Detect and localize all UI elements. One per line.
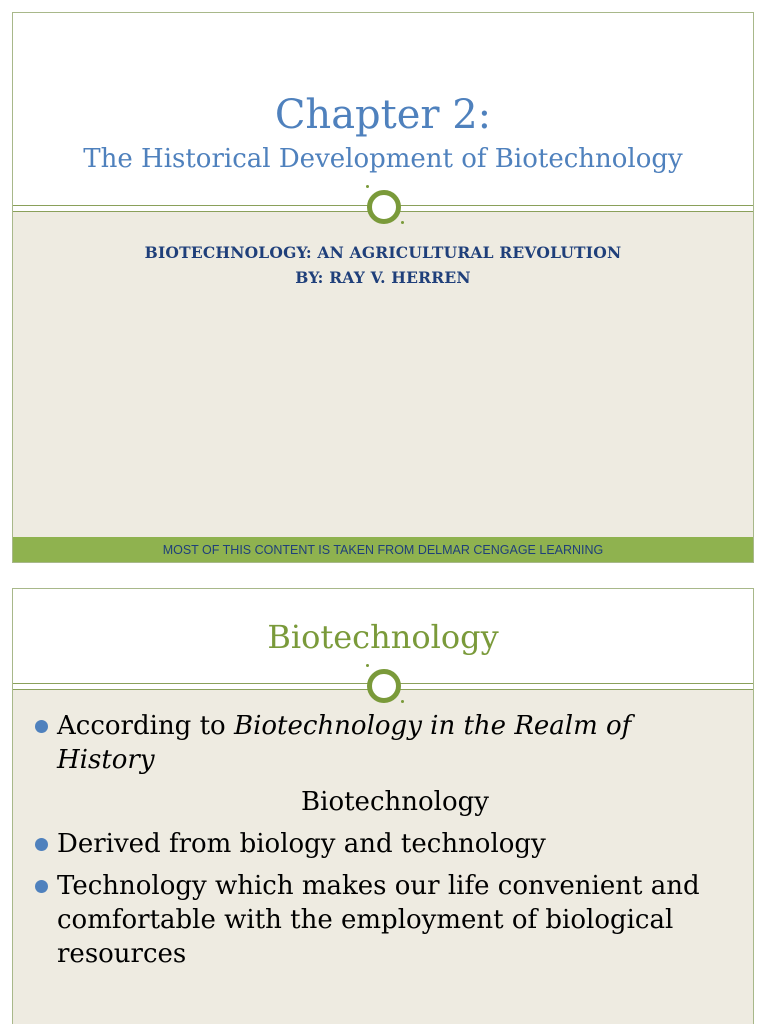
- ornament-dot-icon: [401, 700, 404, 703]
- chapter-subtitle: The Historical Development of Biotechnology: [83, 144, 683, 174]
- book-title: BIOTECHNOLOGY: AN AGRICULTURAL REVOLUTION: [144, 243, 622, 262]
- bullet-dot-icon: [35, 838, 48, 851]
- bullet-dot-icon: [35, 720, 48, 733]
- body-area: [13, 212, 753, 563]
- circle-ring-icon: [367, 190, 401, 224]
- list-item: [33, 869, 733, 971]
- bullet-text: According to: [57, 711, 234, 741]
- book-author: BY: RAY V. HERREN: [295, 268, 471, 287]
- ornament-dot-icon: [366, 664, 369, 667]
- bullet-text: Technology which makes our life convenient and comfortable with the employment of biological resources: [57, 871, 700, 969]
- book-reference: Biotechnology in the Realm of History: [57, 711, 632, 775]
- slide-biotechnology: [12, 588, 754, 1024]
- slide-heading: Biotechnology: [267, 618, 499, 656]
- bullet-dot-icon: [35, 880, 48, 893]
- footer-text: MOST OF THIS CONTENT IS TAKEN FROM DELMAR CENGAGE LEARNING: [162, 543, 604, 557]
- ornament-dot-icon: [366, 185, 369, 188]
- centered-term: Biotechnology: [301, 787, 489, 817]
- list-item: [33, 827, 733, 861]
- bullet-text: Derived from biology and technology: [57, 829, 546, 859]
- list-item: [33, 709, 733, 777]
- ornament-dot-icon: [401, 221, 404, 224]
- chapter-title: Chapter 2:: [274, 92, 492, 138]
- slide-title: [12, 12, 754, 563]
- bullet-list: [33, 709, 733, 979]
- circle-ring-icon: [367, 669, 401, 703]
